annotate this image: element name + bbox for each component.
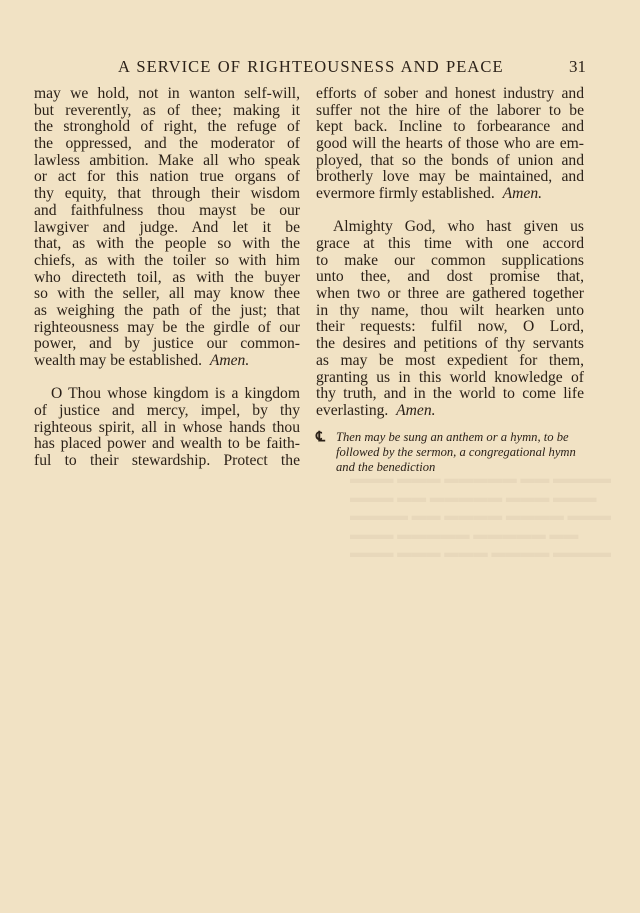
rubric-line: followed by the sermon, a congregational hymn bbox=[336, 444, 576, 459]
prayer-paragraph-almighty bbox=[316, 219, 584, 419]
text-line: the oppressed, and the moderator of bbox=[34, 135, 300, 153]
text-line: grace at this time with one accord bbox=[316, 235, 584, 252]
text-line: chiefs, as with the toiler so with him bbox=[34, 251, 300, 269]
text-line bbox=[34, 353, 300, 370]
prayer-paragraph-kingdom bbox=[34, 386, 300, 469]
text-line: in thy name, thou wilt hearken unto bbox=[316, 301, 584, 319]
text-line: ployed, that so the bonds of union and bbox=[316, 151, 584, 169]
rubric-line-text: Then may be sung an anthem or a hymn, to be bbox=[336, 429, 569, 444]
text-line: has placed power and wealth to be faith- bbox=[34, 435, 300, 453]
right-column bbox=[316, 86, 584, 475]
text-line: good will the hearts of those who are em- bbox=[316, 135, 584, 153]
text-line: but reverently, as of thee; making it bbox=[34, 101, 300, 119]
text-line: kept back. Incline to forbearance and bbox=[316, 118, 584, 136]
page-number: 31 bbox=[569, 57, 586, 76]
text-line: righteousness may be the girdle of our bbox=[34, 318, 300, 336]
rubric-line: and the benediction bbox=[336, 460, 436, 475]
bleed-through-text: ▬▬▬ ▬▬▬ ▬▬▬▬▬ ▬▬ ▬▬▬▬ ▬▬▬ ▬▬ ▬▬▬▬▬ ▬▬▬ ▬▬▬ ▬▬▬▬ ▬▬ ▬▬▬▬ ▬▬▬▬ ▬▬▬ ▬▬▬ ▬▬▬▬▬ ▬▬▬▬▬ ▬▬ ▬▬▬ ▬▬▬ ▬▬▬ ▬▬▬▬ ▬▬▬▬ bbox=[350, 471, 611, 561]
text-line: brotherly love may be maintained, and bbox=[316, 168, 584, 186]
text-line: righteous spirit, all in whose hands thou bbox=[34, 418, 300, 436]
text-line: O Thou whose kingdom is a kingdom bbox=[51, 385, 300, 403]
running-title: A SERVICE OF RIGHTEOUSNESS AND PEACE bbox=[118, 57, 504, 76]
text-line: who directeth toil, as with the buyer bbox=[34, 268, 300, 286]
paragraph-gap bbox=[34, 370, 300, 387]
text-line: their requests: fulfil now, O Lord, bbox=[316, 318, 584, 336]
paragraph-gap bbox=[316, 203, 584, 220]
amen: Amen. bbox=[396, 401, 436, 419]
text-line-content: everlasting. bbox=[316, 401, 389, 419]
text-line: as may be most expedient for them, bbox=[316, 351, 584, 369]
text-line: unto thee, and dost promise that, bbox=[316, 268, 584, 286]
text-line: granting us in this world knowledge of bbox=[316, 368, 584, 386]
text-line: the stronghold of right, the refuge of bbox=[34, 118, 300, 136]
text-line: the desires and petitions of thy servants bbox=[316, 335, 584, 353]
text-line: of justice and mercy, impel, by thy bbox=[34, 401, 300, 419]
text-line bbox=[316, 403, 584, 420]
amen: Amen. bbox=[209, 352, 250, 369]
text-line: thy equity, that through their wisdom bbox=[34, 185, 300, 203]
text-line: so with the seller, all may know thee bbox=[34, 285, 300, 303]
prayer-paragraph-industry bbox=[316, 86, 584, 203]
text-line: thy truth, and in the world to come life bbox=[316, 385, 584, 403]
rubric-line bbox=[316, 430, 584, 445]
amen: Amen. bbox=[502, 185, 543, 203]
text-line: lawless ambition. Make all who speak bbox=[34, 151, 300, 169]
text-line: when two or three are gathered together bbox=[316, 285, 584, 303]
text-line: suffer not the hire of the laborer to be bbox=[316, 101, 584, 119]
text-line: Almighty God, who hast given us bbox=[333, 218, 584, 236]
text-line: may we hold, not in wanton self-will, bbox=[34, 85, 300, 102]
rubric-instruction bbox=[316, 430, 584, 476]
text-line-content: evermore firmly established. bbox=[316, 185, 495, 203]
text-line: as weighing the path of the just; that bbox=[34, 301, 300, 319]
text-line: power, and by justice our common- bbox=[34, 335, 300, 353]
prayer-paragraph-continued bbox=[34, 86, 300, 370]
left-column bbox=[34, 86, 300, 470]
text-line: efforts of sober and honest industry and bbox=[316, 85, 584, 102]
text-line bbox=[316, 186, 584, 203]
text-line: or act for this nation true organs of bbox=[34, 168, 300, 186]
text-line: ful to their stewardship. Protect the bbox=[34, 451, 300, 469]
text-line-content: wealth may be established. bbox=[34, 352, 203, 369]
text-line: and faithfulness thou mayst be our bbox=[34, 201, 300, 219]
text-line: that, as with the people so with the bbox=[34, 235, 300, 253]
text-line: lawgiver and judge. And let it be bbox=[34, 218, 300, 236]
text-line: to make our common supplications bbox=[316, 251, 584, 269]
paragraph-mark-icon: ℄ bbox=[316, 429, 325, 445]
